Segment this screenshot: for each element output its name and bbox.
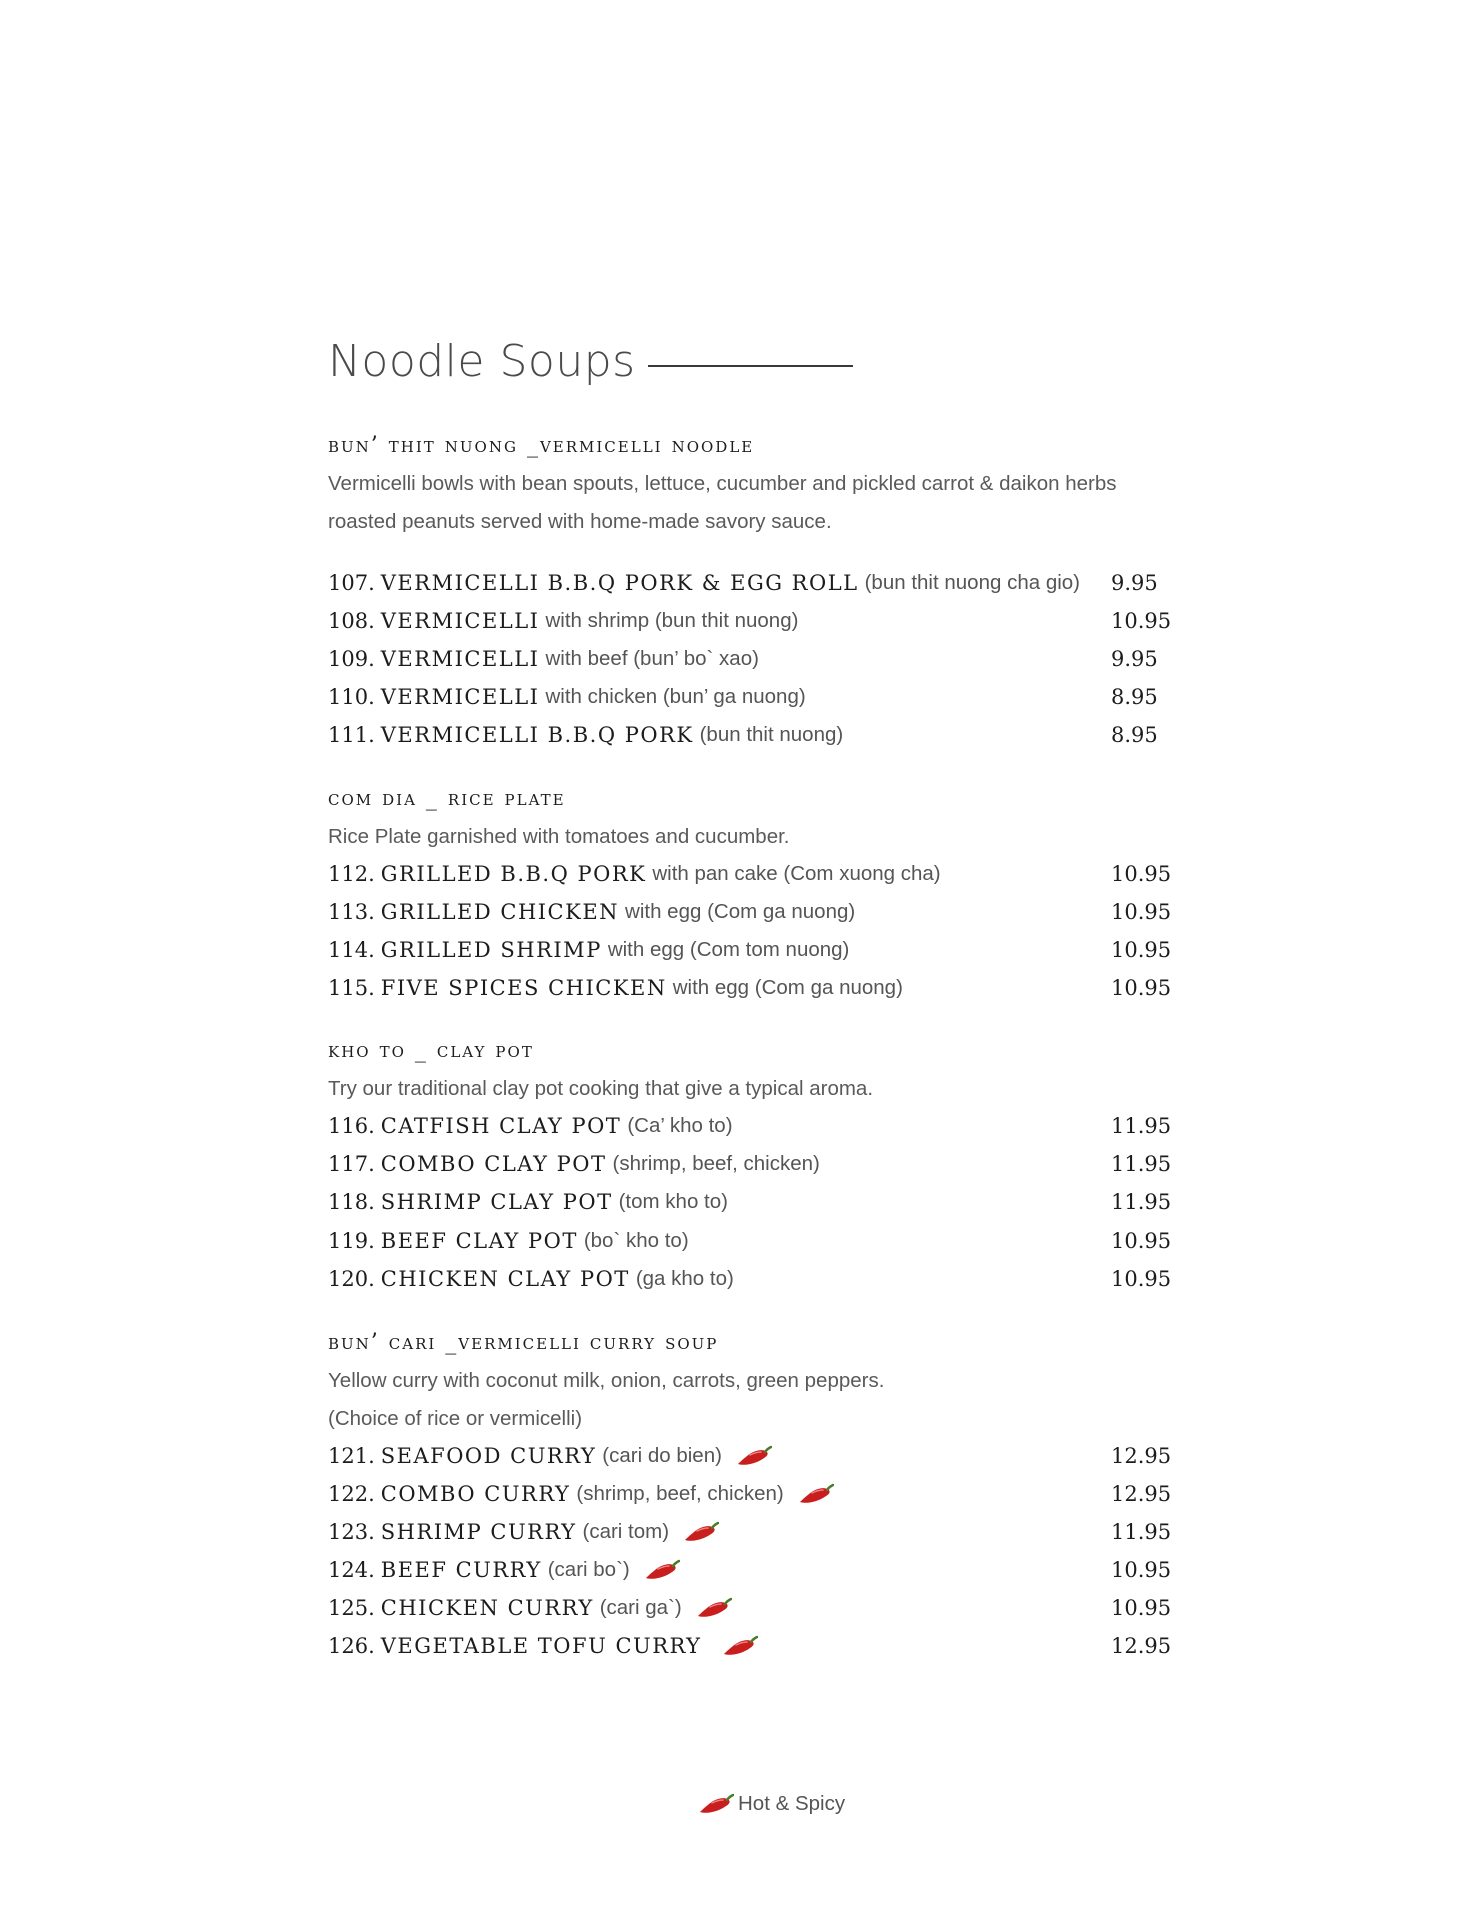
section-heading: kho to _ clay pot — [328, 1038, 534, 1063]
item-name: COMBO CLAY POT — [380, 1152, 607, 1176]
item-name: BEEF CLAY POT — [380, 1229, 578, 1253]
item-price: 9.95 — [1111, 571, 1158, 595]
item-price: 8.95 — [1111, 723, 1158, 747]
item-name: VERMICELLI — [380, 609, 540, 633]
item-number: 126. — [328, 1634, 375, 1658]
menu-item — [328, 1634, 1178, 1664]
menu-item — [328, 1114, 1178, 1144]
item-name: CATFISH CLAY POT — [380, 1114, 622, 1138]
title-rule — [648, 365, 853, 367]
section-heading: com dia _ rice plate — [328, 786, 566, 811]
item-note: (Ca’ kho to) — [627, 1114, 733, 1137]
legend-label: Hot & Spicy — [738, 1792, 846, 1815]
item-note: (bo` kho to) — [583, 1229, 689, 1252]
chili-pepper-icon — [683, 1521, 719, 1543]
item-number: 111. — [328, 723, 375, 747]
section-description: roasted peanuts served with home-made savory sauce. — [328, 510, 832, 533]
item-price: 10.95 — [1111, 1267, 1172, 1291]
item-name: SEAFOOD CURRY — [380, 1444, 597, 1468]
item-name: GRILLED B.B.Q PORK — [380, 862, 647, 886]
legend — [690, 1792, 845, 1816]
menu-item — [328, 647, 1178, 677]
menu-item — [328, 685, 1178, 715]
item-note: (cari tom) — [582, 1520, 670, 1543]
item-number: 108. — [328, 609, 375, 633]
item-price: 8.95 — [1111, 685, 1158, 709]
item-number: 114. — [328, 938, 375, 962]
page-title: Noodle Soups — [328, 336, 636, 387]
menu-item — [328, 1482, 1178, 1512]
chili-pepper-icon — [736, 1445, 772, 1467]
item-price: 10.95 — [1111, 900, 1172, 924]
section-description: (Choice of rice or vermicelli) — [328, 1407, 583, 1430]
item-number: 110. — [328, 685, 375, 709]
item-price: 10.95 — [1111, 1596, 1172, 1620]
menu-item — [328, 1267, 1178, 1297]
item-name: GRILLED SHRIMP — [380, 938, 602, 962]
item-note: with shrimp (bun thit nuong) — [545, 609, 799, 632]
item-note: (shrimp, beef, chicken) — [576, 1482, 784, 1505]
item-number: 115. — [328, 976, 375, 1000]
section-description: Rice Plate garnished with tomatoes and cucumber. — [328, 825, 790, 848]
menu-item — [328, 1444, 1178, 1474]
item-name: SHRIMP CLAY POT — [380, 1190, 613, 1214]
item-note: with beef (bun’ bo` xao) — [545, 647, 759, 670]
title-row — [328, 336, 853, 387]
item-price: 9.95 — [1111, 647, 1158, 671]
item-price: 12.95 — [1111, 1634, 1172, 1658]
item-name: CHICKEN CLAY POT — [380, 1267, 630, 1291]
section-description: Try our traditional clay pot cooking that give a typical aroma. — [328, 1077, 874, 1100]
item-name: VEGETABLE TOFU CURRY — [380, 1634, 702, 1658]
item-note: with egg (Com ga nuong) — [672, 976, 903, 999]
item-price: 10.95 — [1111, 1558, 1172, 1582]
item-number: 107. — [328, 571, 375, 595]
item-number: 120. — [328, 1267, 375, 1291]
chili-pepper-icon — [644, 1559, 680, 1581]
item-note: (cari bo`) — [547, 1558, 630, 1581]
item-price: 12.95 — [1111, 1444, 1172, 1468]
item-number: 118. — [328, 1190, 375, 1214]
menu-item — [328, 862, 1178, 892]
item-note: with chicken (bun’ ga nuong) — [545, 685, 806, 708]
item-name: SHRIMP CURRY — [380, 1520, 577, 1544]
item-note: (shrimp, beef, chicken) — [612, 1152, 820, 1175]
item-price: 11.95 — [1111, 1152, 1172, 1176]
menu-item — [328, 938, 1178, 968]
item-name: VERMICELLI — [380, 685, 540, 709]
chili-pepper-icon — [798, 1483, 834, 1505]
item-number: 117. — [328, 1152, 375, 1176]
menu-item — [328, 1152, 1178, 1182]
item-price: 10.95 — [1111, 609, 1172, 633]
menu-item — [328, 900, 1178, 930]
item-name: CHICKEN CURRY — [380, 1596, 594, 1620]
item-name: VERMICELLI B.B.Q PORK — [380, 723, 694, 747]
item-number: 116. — [328, 1114, 375, 1138]
chili-pepper-icon — [698, 1793, 734, 1815]
menu-item — [328, 723, 1178, 753]
menu-item — [328, 1190, 1178, 1220]
section-description: Vermicelli bowls with bean spouts, lettuce, cucumber and pickled carrot & daikon herbs — [328, 472, 1117, 495]
chili-pepper-icon — [722, 1635, 758, 1657]
item-number: 124. — [328, 1558, 375, 1582]
item-price: 10.95 — [1111, 976, 1172, 1000]
item-number: 123. — [328, 1520, 375, 1544]
item-number: 121. — [328, 1444, 375, 1468]
item-note: (cari do bien) — [602, 1444, 722, 1467]
item-name: VERMICELLI — [380, 647, 540, 671]
item-note: (bun thit nuong) — [699, 723, 844, 746]
item-price: 10.95 — [1111, 938, 1172, 962]
item-note: with pan cake (Com xuong cha) — [652, 862, 941, 885]
item-name: BEEF CURRY — [380, 1558, 542, 1582]
item-name: GRILLED CHICKEN — [380, 900, 620, 924]
item-name: COMBO CURRY — [380, 1482, 571, 1506]
item-price: 11.95 — [1111, 1114, 1172, 1138]
item-number: 125. — [328, 1596, 375, 1620]
item-note: (cari ga`) — [599, 1596, 682, 1619]
menu-item — [328, 1596, 1178, 1626]
item-price: 10.95 — [1111, 862, 1172, 886]
item-name: VERMICELLI B.B.Q PORK & EGG ROLL — [380, 571, 859, 595]
item-note: with egg (Com tom nuong) — [607, 938, 850, 961]
item-price: 12.95 — [1111, 1482, 1172, 1506]
item-name: FIVE SPICES CHICKEN — [380, 976, 667, 1000]
menu-item — [328, 1229, 1178, 1259]
section-heading: bun’ thit nuong _vermicelli noodle — [328, 433, 755, 458]
item-note: (ga kho to) — [635, 1267, 734, 1290]
section-heading: bun’ cari _vermicelli curry soup — [328, 1330, 719, 1355]
chili-pepper-icon — [696, 1597, 732, 1619]
menu-item — [328, 1520, 1178, 1550]
item-number: 122. — [328, 1482, 375, 1506]
menu-item — [328, 571, 1178, 601]
section-description: Yellow curry with coconut milk, onion, carrots, green peppers. — [328, 1369, 885, 1392]
menu-item — [328, 976, 1178, 1006]
menu-item — [328, 609, 1178, 639]
item-note: (tom kho to) — [618, 1190, 728, 1213]
item-note: (bun thit nuong cha gio) — [864, 571, 1081, 594]
item-number: 112. — [328, 862, 375, 886]
item-number: 109. — [328, 647, 375, 671]
item-price: 10.95 — [1111, 1229, 1172, 1253]
item-number: 119. — [328, 1229, 375, 1253]
item-price: 11.95 — [1111, 1520, 1172, 1544]
item-price: 11.95 — [1111, 1190, 1172, 1214]
menu-item — [328, 1558, 1178, 1588]
item-number: 113. — [328, 900, 375, 924]
item-note: with egg (Com ga nuong) — [625, 900, 856, 923]
